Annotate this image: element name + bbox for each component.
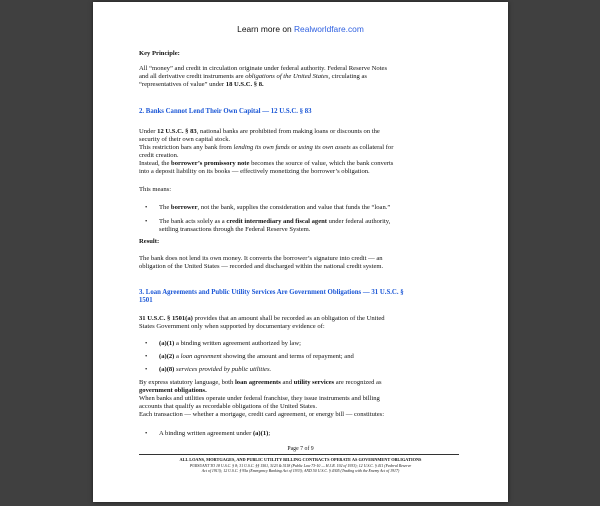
bullet-item: The borrower, not the bank, supplies the consideration and value that funds the “loan.” xyxy=(159,204,391,211)
bullet-dot: • xyxy=(145,430,148,437)
document-page[interactable] xyxy=(93,2,508,502)
result-label: Result: xyxy=(139,238,160,245)
text-line: security of their own capital stock. xyxy=(139,136,231,144)
bullet-item: (a)(8) services provided by public utilities. xyxy=(159,366,272,373)
bullet-item: (a)(1) a binding written agreement authorized by law; xyxy=(159,340,301,347)
text-line: credit creation. xyxy=(139,152,179,160)
text-line: Under 12 U.S.C. § 83, national banks are prohibited from making loans or discounts on the xyxy=(139,128,380,135)
footer-divider xyxy=(139,454,459,455)
section-2-heading: 2. Banks Cannot Lend Their Own Capital — 12 U.S.C. § 83 xyxy=(139,108,312,115)
section-3-heading: 3. Loan Agreements and Public Utility Services Are Government Obligations — 31 U.S.C. § 1501 xyxy=(139,289,404,305)
banner-prefix: Learn more on xyxy=(237,24,294,34)
bullet-item: (a)(2) a loan agreement showing the amount and terms of repayment; and xyxy=(159,353,354,360)
promo-banner xyxy=(93,24,508,34)
page-number: Page 7 of 9 xyxy=(287,446,314,452)
section-2-body xyxy=(139,128,469,177)
key-principle-text xyxy=(139,65,469,89)
text-line: “representatives of value” under 18 U.S.C. § 8. xyxy=(139,81,264,89)
text-line: Instead, the borrower’s promissory note becomes the source of value, which the bank converts xyxy=(139,160,394,168)
banner-link[interactable]: Realworldfare.com xyxy=(293,24,364,34)
text-line: and all derivative credit instruments are obligations of the United States, circulating as xyxy=(139,73,367,81)
bullet-dot: • xyxy=(145,340,148,347)
result-text: The bank does not lend its own money. It converts the borrower’s signature into credit — an obligation of the United States — recorded and discharged within the national credit system. xyxy=(139,255,384,271)
text-line: All “money” and credit in circulation originate under federal authority. Federal Reserve Notes xyxy=(139,65,388,72)
bullet-dot: • xyxy=(145,353,148,360)
bullet-dot: • xyxy=(145,218,148,225)
key-principle-heading: Key Principle: xyxy=(139,50,180,57)
bullet-dot: • xyxy=(145,204,148,211)
bullet-item: The bank acts solely as a credit intermediary and fiscal agent under federal authority, settling transactions through the Federal Reserve System. xyxy=(159,218,391,234)
text-line: into a deposit liability on its books — effectively monetizing the borrower’s obligation. xyxy=(139,168,370,176)
text-line: This restriction bars any bank from lending its own funds or using its own assets as collateral for xyxy=(139,144,394,152)
section-3-intro: 31 U.S.C. § 1501(a) provides that an amount shall be recorded as an obligation of the United States Government only when supported by documentary evidence of: xyxy=(139,315,385,331)
bullet-dot: • xyxy=(145,366,148,373)
section-3-body: By express statutory language, both loan agreements and utility services are recognized as government obligations. When banks and utilities operate under federal franchise, they issue instruments and billing accounts that qualify as recordable obligations of the United States. Each transaction — whether a mortgage, credit card agreement, or energy bill — constitutes: xyxy=(139,379,385,419)
footer-citation: PURSUANT TO 18 U.S.C. § 8; 31 U.S.C. §§ 1501, 3123 & 5118 (Public Law 73-10 — H.J.R. 192 of 1933); 12 U.S.C. § 411 (Federal Reserve Act of 1913); 12 U.S.C. § 95a (Emergency Banking Act of 1933); AND 50 U.S.C. § 4305 (Trading with the Enemy Act of 1917) xyxy=(189,464,412,474)
bullet-item: A binding written agreement under (a)(1); xyxy=(159,430,271,437)
footer-title: ALL LOANS, MORTGAGES, AND PUBLIC UTILITY BILLING CONTRACTS OPERATE AS GOVERNMENT OBLIGATIONS xyxy=(179,457,422,462)
this-means-label: This means: xyxy=(139,186,172,193)
